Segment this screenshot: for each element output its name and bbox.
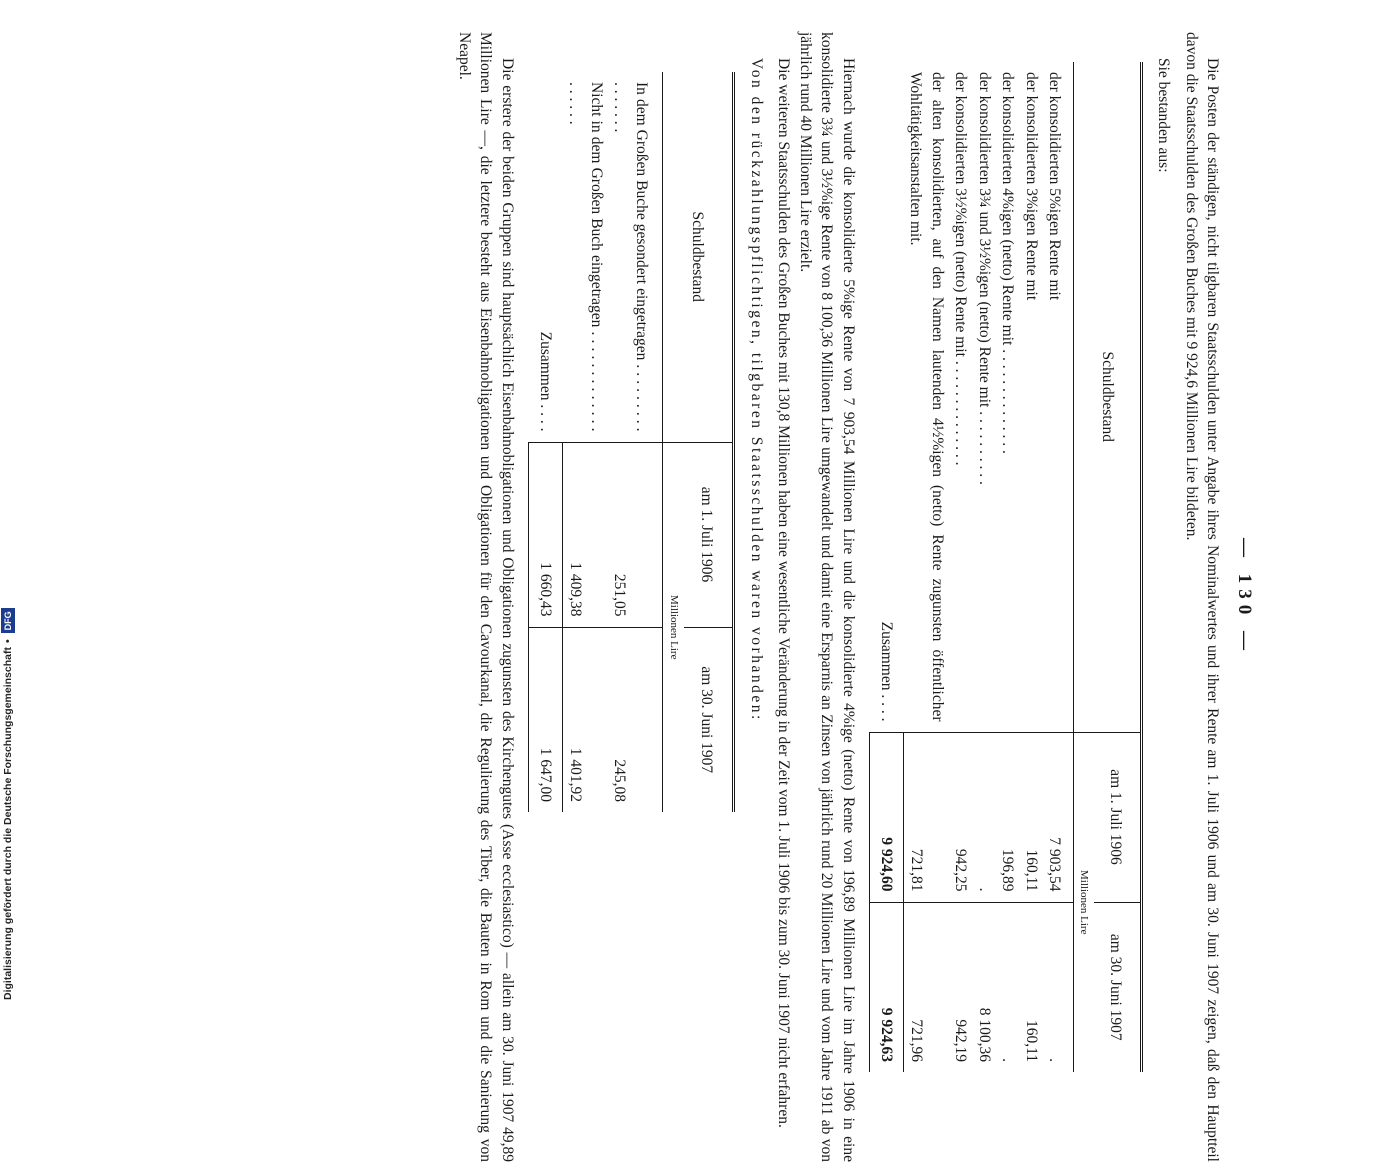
intro-paragraph: Die Posten der ständigen, nicht tilgbaren Staatsschulden unter Angabe ihres Nominalwertes und ihrer Rente am 1. Juli 1906 und am 30. Juni 1907 zeigen, daß den Hauptteil davon die Staatsschulden des Großen Buches mit 9 924,6 Millionen Lire bildeten. [1183, 32, 1222, 1162]
table1-row-label: der konsolidierten 5%igen Rente mit [1046, 72, 1064, 301]
table1-column-header-1907: am 30. Juni 1907 [1095, 902, 1142, 1072]
table-row [1043, 62, 1074, 1072]
table1-total-label: Zusammen . . . . [878, 621, 895, 722]
table1-value-1907: 721,96 [904, 902, 949, 1072]
table1-value-1906: . [973, 732, 997, 902]
conversion-paragraph: Hiernach wurde die konsolidierte 5%ige Rente von 7 903,54 Millionen Lire und die konsolidierte 4%ige (netto) Rente von 196,89 Millionen Lire im Jahre 1906 in eine konsolidierte 3¾ und 3½%ige Rente von 8 100,36 Millionen Lire umgewandelt und damit eine Ersparnis an Zinsen von jährlich rund 20 Millionen Lire und vom Jahre 1911 ab von jährlich rund 40 Millionen Lire erzielt. [797, 32, 857, 1162]
table2-unit-label: Millionen Lire [663, 442, 685, 812]
table1-total-row [870, 62, 905, 1072]
table1-intro-label: Sie bestanden aus: [1155, 58, 1173, 173]
footer-separator: • [2, 639, 14, 644]
table1-value-1906: 7 903,54 [1043, 732, 1074, 902]
table-row [904, 62, 949, 1072]
dfg-logo: DFG [1, 608, 15, 633]
table1-value-1906: 196,89 [996, 732, 1020, 902]
table1-column-header-1906: am 1. Juli 1906 [1095, 732, 1142, 902]
table2-value-1907: 245,08 [608, 627, 663, 812]
closing-paragraph: Die erstere der beiden Gruppen sind hauptsächlich Eisenbahnobligationen und Obligationen zugunsten des Kirchengutes (Asse ecclesiastico) — allein am 30. Juni 1907 49,89 Millionen Lire —, die letztere besteht aus Eisenbahnobligationen und Obligationen für den Cavourkanal, die Regulierung des Tiber, die Bauten in Rom und die Sanierung von Neapel. [456, 32, 516, 1162]
further-debts-paragraph: Die weiteren Staatsschulden des Großen Buches mit 130,8 Millionen haben eine wesentliche Veränderung in der Zeit vom 1. Juli 1906 bis zum 30. Juni 1907 nicht erfahren. [775, 58, 793, 1128]
table2-value-1906: 251,05 [608, 442, 663, 627]
table-consolidated-debt [869, 62, 1143, 1072]
table1-column-header-debt: Schuldbestand [1074, 62, 1142, 732]
table1-value-1907: . [996, 902, 1020, 1072]
table1-value-1906: 160,11 [1020, 732, 1044, 902]
table2-total-1907: 1 647,00 [529, 627, 564, 812]
table1-value-1906: 721,81 [904, 732, 949, 902]
table2-value-1907: 1 401,92 [563, 627, 608, 812]
table1-total-1907: 9 924,63 [870, 902, 905, 1072]
table-redeemable-debt [528, 72, 736, 812]
table1-value-1907: . [1043, 902, 1074, 1072]
table1-value-1907: 942,19 [949, 902, 973, 1072]
table2-row-label: Nicht in dem Großen Buch eingetragen . . . . . . . . . . . . . . . . . . . [566, 82, 605, 432]
table1-row-label: der alten konsolidierten, auf den Namen lautenden 4½%igen (netto) Rente zugunsten öffentlicher Wohltätigkeitsanstalten mit. [907, 72, 946, 722]
table-row [563, 72, 608, 812]
table1-row-label: der konsolidierten 3¾ und 3½%igen (netto) Rente mit . . . . . . . . . . [976, 72, 993, 485]
table2-intro-label: Von den rückzahlungspflichtigen, tilgbaren Staatsschulden waren vorhanden: [748, 58, 765, 722]
table2-column-header-debt: Schuldbestand [663, 72, 735, 442]
table2-total-row [529, 72, 564, 812]
table-row [973, 62, 997, 1072]
page-number-header: — 130 — [1234, 538, 1255, 656]
dfg-credit-text: Digitalisierung gefördert durch die Deutsche Forschungsgemeinschaft [2, 647, 14, 1000]
table2-value-1906: 1 409,38 [563, 442, 608, 627]
dfg-footer [0, 0, 16, 1000]
table-row [1020, 62, 1044, 1072]
table2-row-label: In dem Großen Buche gesondert eingetragen . . . . . . . . . . . . . . . . [611, 82, 650, 432]
table1-unit-label: Millionen Lire [1074, 732, 1095, 1072]
table1-row-label: der konsolidierten 3½%igen (netto) Rente mit . . . . . . . . . . . . . . [952, 72, 970, 466]
table2-column-header-1906: am 1. Juli 1906 [684, 442, 734, 627]
table1-row-label: der konsolidierten 4%igen (netto) Rente mit . . . . . . . . . . . . . . [999, 72, 1017, 454]
scanned-page [454, 32, 1256, 1162]
table-row [608, 72, 663, 812]
table2-column-header-1907: am 30. Juni 1907 [684, 627, 734, 812]
table1-value-1906: 942,25 [949, 732, 973, 902]
table1-total-1906: 9 924,60 [870, 732, 905, 902]
table2-total-label: Zusammen . . . . [537, 331, 554, 432]
table1-value-1907: 8 100,36 [973, 902, 997, 1072]
table1-row-label: der konsolidierten 3%igen Rente mit [1023, 72, 1040, 301]
table-row [996, 62, 1020, 1072]
table-row [949, 62, 973, 1072]
table1-value-1907: 160,11 [1020, 902, 1044, 1072]
table2-total-1906: 1 660,43 [529, 442, 564, 627]
